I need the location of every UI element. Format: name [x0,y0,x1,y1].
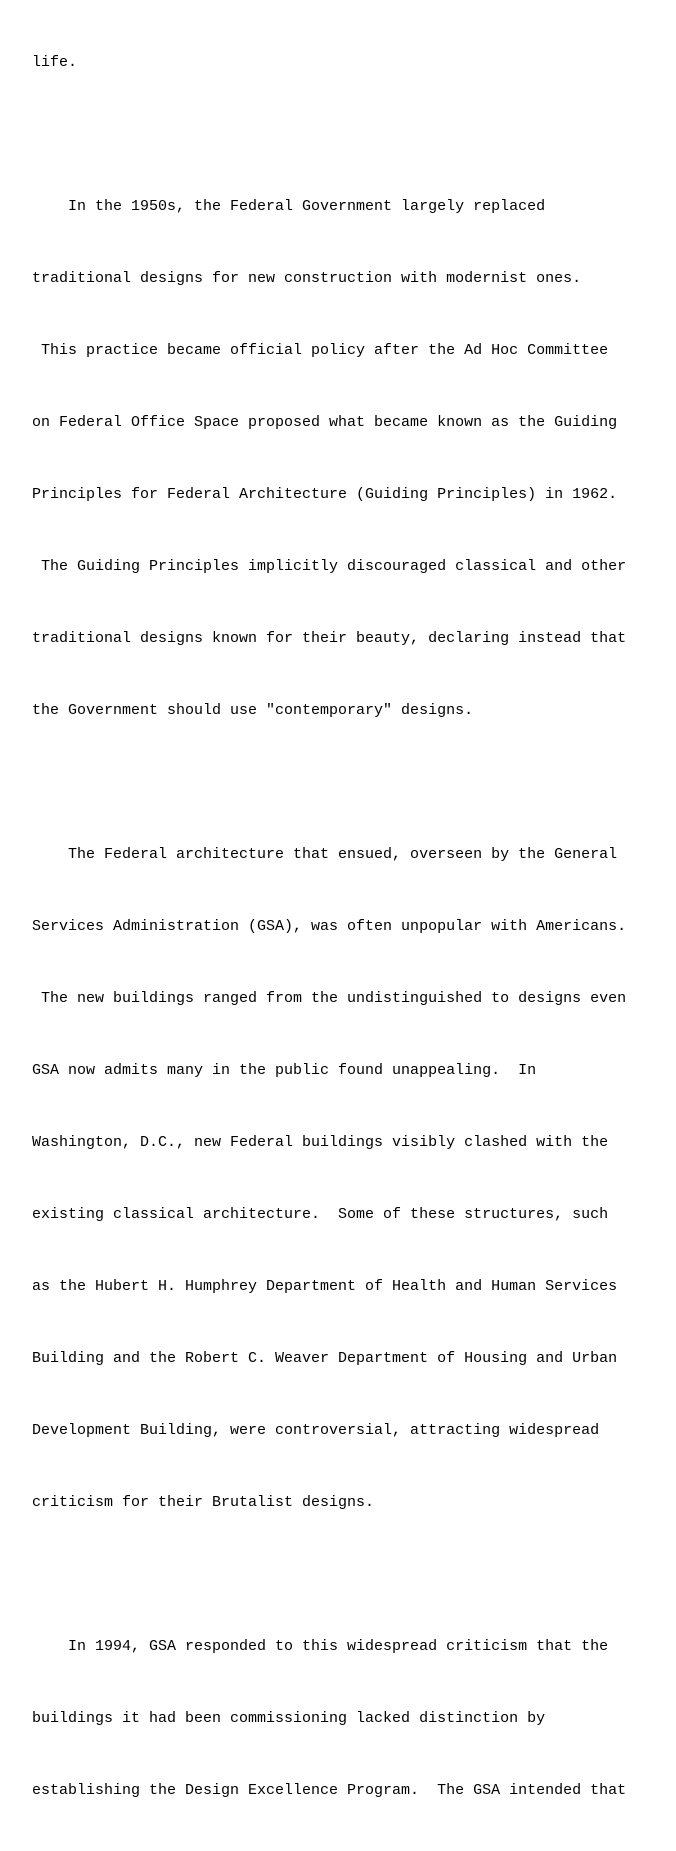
text-line: GSA now admits many in the public found unappealing. In [32,1062,537,1079]
text-line: Building and the Robert C. Weaver Department of Housing and Urban [32,1350,618,1367]
text-line: criticism for their Brutalist designs. [32,1494,375,1511]
text-line: the Government should use "contemporary" designs. [32,702,474,719]
text-line: Washington, D.C., new Federal buildings visibly clashed with the [32,1134,609,1151]
text-line: Principles for Federal Architecture (Guiding Principles) in 1962. [32,486,618,503]
text-line: The Guiding Principles implicitly discouraged classical and other [32,558,627,575]
text-line: This practice became official policy after the Ad Hoc Committee [32,342,609,359]
text-line [32,771,668,795]
text-line: establishing the Design Excellence Program. The GSA intended that [32,1782,627,1799]
text-line [32,1563,668,1587]
text-line: In the 1950s, the Federal Government largely replaced [32,198,546,215]
text-line: on Federal Office Space proposed what became known as the Guiding [32,414,618,431]
text-line [32,123,668,147]
text-line: traditional designs for new construction with modernist ones. [32,270,582,287]
text-line: buildings it had been commissioning lacked distinction by [32,1710,546,1727]
text-line: The Federal architecture that ensued, overseen by the General [32,846,618,863]
text-line: existing classical architecture. Some of these structures, such [32,1206,609,1223]
text-line: Services Administration (GSA), was often unpopular with Americans. [32,918,627,935]
text-line: life. [32,54,78,71]
text-line: In 1994, GSA responded to this widespread criticism that the [32,1638,609,1655]
text-line: The new buildings ranged from the undistinguished to designs even [32,990,627,1007]
text-line: Development Building, were controversial, attracting widespread [32,1422,600,1439]
document-body-text [32,3,668,1851]
text-line: traditional designs known for their beauty, declaring instead that [32,630,627,647]
text-line: as the Hubert H. Humphrey Department of Health and Human Services [32,1278,618,1295]
